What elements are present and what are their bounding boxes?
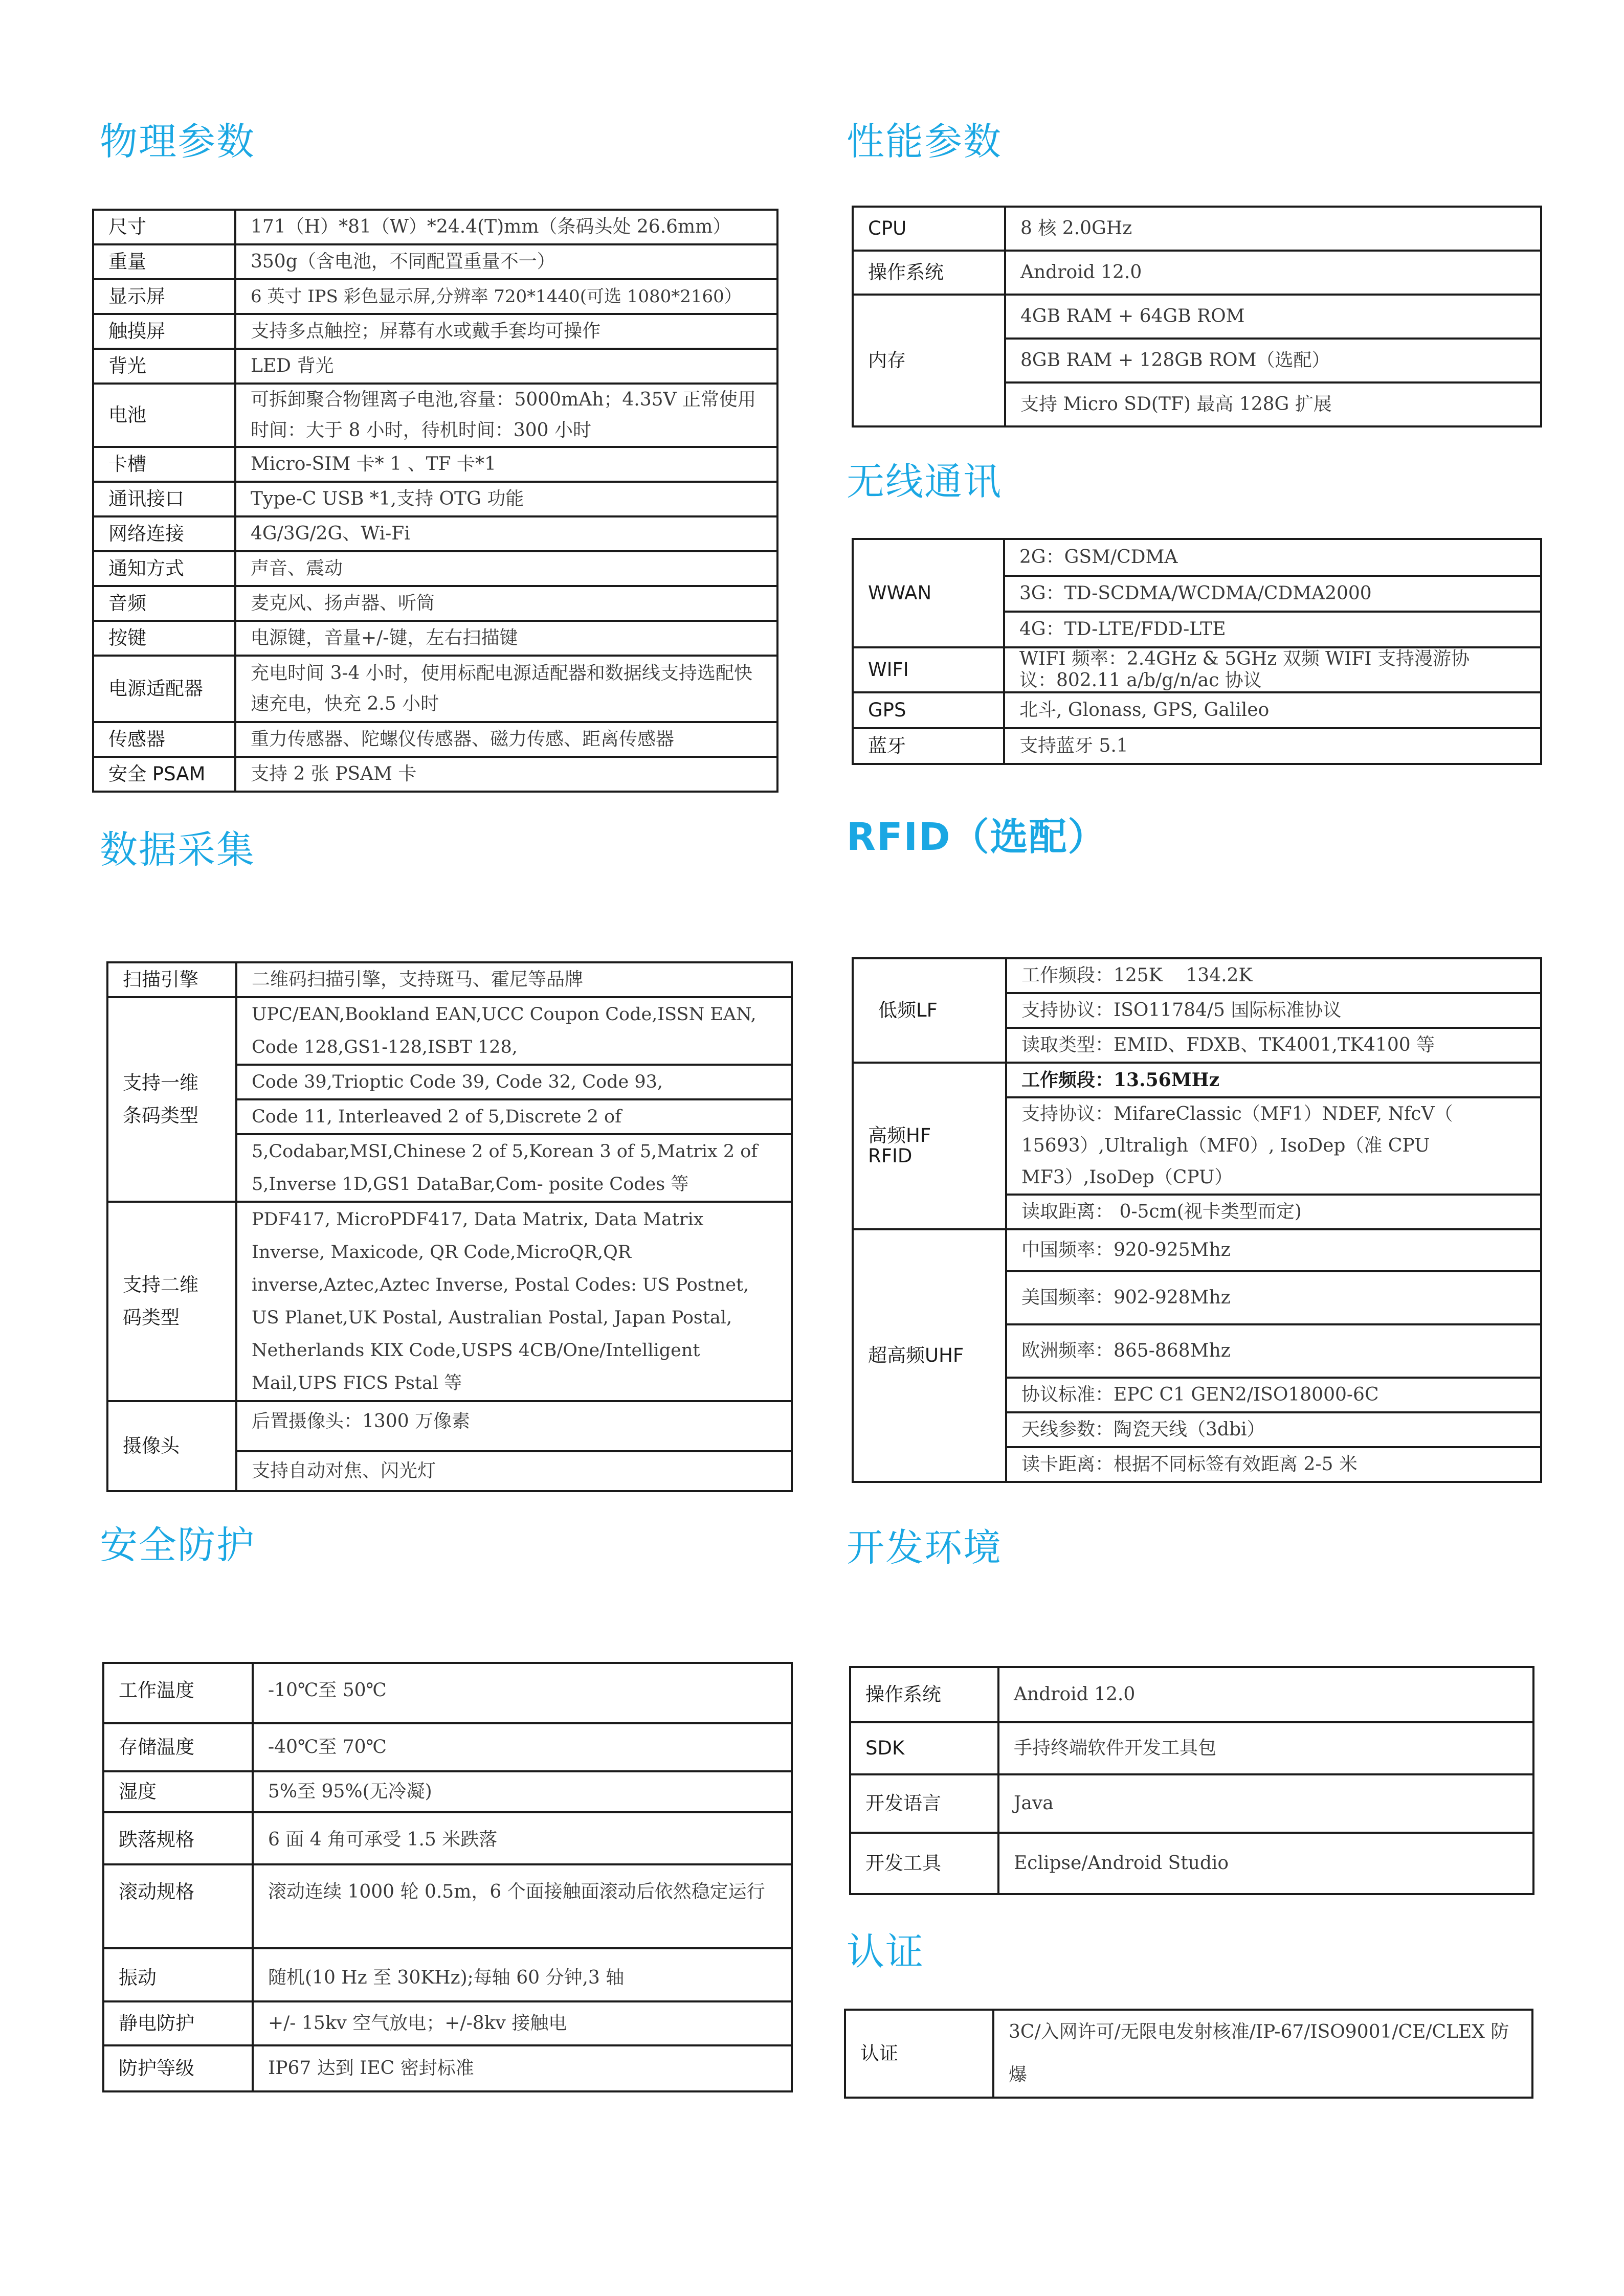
spec-value: 北斗, Glonass, GPS, Galileo — [1004, 692, 1541, 728]
spec-key: 按键 — [93, 621, 235, 656]
spec-value: 天线参数：陶瓷天线（3dbi） — [1006, 1412, 1541, 1447]
spec-key: 高频HF RFID — [853, 1063, 1006, 1229]
heading-devenv: 开发环境 — [847, 1526, 1002, 1570]
table-row — [103, 1723, 792, 1771]
table-row — [107, 1202, 792, 1401]
table-row — [93, 244, 777, 279]
spec-key: 低频LF — [853, 958, 1006, 1063]
spec-value: 读取距离： 0-5cm(视卡类型而定) — [1006, 1195, 1541, 1229]
spec-value: Code 11, Interleaved 2 of 5,Discrete 2 of — [236, 1099, 792, 1134]
spec-value: LED 背光 — [235, 349, 777, 384]
heading-security: 安全防护 — [100, 1523, 255, 1567]
table-row — [850, 1667, 1533, 1722]
spec-key: 静电防护 — [103, 2001, 253, 2045]
spec-key: 开发工具 — [850, 1833, 998, 1894]
table-row — [103, 1771, 792, 1812]
spec-key: 通知方式 — [93, 551, 235, 586]
table-row — [853, 692, 1541, 728]
table-row — [107, 1401, 792, 1451]
spec-value: Java — [998, 1774, 1533, 1833]
spec-key: WWAN — [853, 539, 1004, 647]
spec-key: 湿度 — [103, 1771, 253, 1812]
table-row — [853, 207, 1541, 251]
spec-value: 支持协议：MifareClassic（MF1）NDEF, NfcV（ 15693）,Ultraligh（MF0）, IsoDep（准 CPU MF3）,IsoDep（CPU） — [1006, 1097, 1541, 1195]
spec-key: WIFI — [853, 647, 1004, 692]
heading-cert: 认证 — [847, 1930, 924, 1974]
spec-key: 网络连接 — [93, 516, 235, 551]
spec-value: 支持 2 张 PSAM 卡 — [235, 757, 777, 792]
spec-key: 显示屏 — [93, 279, 235, 314]
table-row — [107, 962, 792, 997]
table-row — [850, 1722, 1533, 1774]
spec-key: 尺寸 — [93, 210, 235, 244]
spec-key: GPS — [853, 692, 1004, 728]
table-row — [93, 314, 777, 349]
spec-value: 电源键，音量+/-键，左右扫描键 — [235, 621, 777, 656]
spec-value: Type-C USB *1,支持 OTG 功能 — [235, 482, 777, 516]
table-row — [850, 1774, 1533, 1833]
table-row — [93, 621, 777, 656]
spec-value: 充电时间 3-4 小时，使用标配电源适配器和数据线支持选配快速充电，快充 2.5 小时 — [235, 656, 777, 722]
spec-key: 跌落规格 — [103, 1812, 253, 1864]
spec-value: 8 核 2.0GHz — [1005, 207, 1541, 251]
table-row — [853, 728, 1541, 764]
spec-value: -10℃至 50℃ — [253, 1663, 792, 1723]
spec-value: WIFI 频率：2.4GHz & 5GHz 双频 WIFI 支持漫游协议：802.11 a/b/g/n/ac 协议 — [1004, 647, 1541, 692]
spec-key: 内存 — [853, 295, 1005, 426]
table-row — [103, 2045, 792, 2091]
spec-value: PDF417, MicroPDF417, Data Matrix, Data Matrix Inverse, Maxicode, QR Code,MicroQR,QR inverse,Aztec,Aztec Inverse, Postal Codes: US Postnet, US Planet,UK Postal, Australian Postal, Japan Postal, Netherlands KIX Code,USPS 4CB/One/Intelligent Mail,UPS FICS Pstal 等 — [236, 1202, 792, 1401]
spec-value: 工作频段：13.56MHz — [1006, 1063, 1541, 1097]
devenv-table — [849, 1666, 1534, 1895]
spec-key: 电源适配器 — [93, 656, 235, 722]
table-row — [93, 722, 777, 757]
spec-value: Android 12.0 — [998, 1667, 1533, 1722]
spec-value: 协议标准：EPC C1 GEN2/ISO18000-6C — [1006, 1378, 1541, 1412]
spec-value: 后置摄像头：1300 万像素 — [236, 1401, 792, 1451]
table-row — [103, 1812, 792, 1864]
physical-table — [92, 209, 778, 793]
spec-value: 6 英寸 IPS 彩色显示屏,分辨率 720*1440(可选 1080*2160） — [235, 279, 777, 314]
table-row — [853, 539, 1541, 576]
spec-value: 声音、震动 — [235, 551, 777, 586]
spec-value: 支持多点触控；屏幕有水或戴手套均可操作 — [235, 314, 777, 349]
spec-key: 摄像头 — [107, 1401, 236, 1491]
spec-value: Micro-SIM 卡* 1 、TF 卡*1 — [235, 447, 777, 482]
spec-key: 操作系统 — [853, 251, 1005, 295]
spec-key: 超高频UHF — [853, 1229, 1006, 1482]
spec-key: 开发语言 — [850, 1774, 998, 1833]
spec-value: 美国频率：902-928Mhz — [1006, 1271, 1541, 1324]
spec-value: 171（H）*81（W）*24.4(T)mm（条码头处 26.6mm） — [235, 210, 777, 244]
spec-key: 防护等级 — [103, 2045, 253, 2091]
spec-value: 支持 Micro SD(TF) 最高 128G 扩展 — [1005, 382, 1541, 426]
spec-key: 支持一维条码类型 — [107, 997, 236, 1202]
table-row — [853, 251, 1541, 295]
spec-value: 工作频段：125K 134.2K — [1006, 958, 1541, 993]
table-row — [93, 210, 777, 244]
spec-value: 随机(10 Hz 至 30KHz);每轴 60 分钟,3 轴 — [253, 1948, 792, 2001]
cert-table — [844, 2009, 1533, 2099]
table-row — [853, 1063, 1541, 1097]
spec-key: 通讯接口 — [93, 482, 235, 516]
spec-key: 重量 — [93, 244, 235, 279]
heading-performance: 性能参数 — [847, 120, 1002, 164]
table-row — [853, 295, 1541, 339]
heading-rfid: RFID（选配） — [847, 815, 1107, 859]
spec-value: 二维码扫描引擎，支持斑马、霍尼等品牌 — [236, 962, 792, 997]
spec-value: 3G：TD-SCDMA/WCDMA/CDMA2000 — [1004, 576, 1541, 612]
spec-value: IP67 达到 IEC 密封标准 — [253, 2045, 792, 2091]
spec-value: 滚动连续 1000 轮 0.5m，6 个面接触面滚动后依然稳定运行 — [253, 1864, 792, 1948]
table-row — [853, 647, 1541, 692]
table-row — [103, 1663, 792, 1723]
spec-key: 认证 — [845, 2010, 993, 2098]
spec-value: 读取类型：EMID、FDXB、TK4001,TK4100 等 — [1006, 1028, 1541, 1063]
spec-key: 蓝牙 — [853, 728, 1004, 764]
wireless-table — [852, 538, 1542, 765]
spec-value: 麦克风、扬声器、听筒 — [235, 586, 777, 621]
table-row — [845, 2010, 1532, 2098]
capture-table — [106, 961, 793, 1492]
table-row — [93, 384, 777, 447]
security-table — [102, 1662, 793, 2092]
spec-key: 支持二维码类型 — [107, 1202, 236, 1401]
table-row — [853, 958, 1541, 993]
spec-key: 背光 — [93, 349, 235, 384]
spec-value: UPC/EAN,Bookland EAN,UCC Coupon Code,ISSN EAN, Code 128,GS1-128,ISBT 128, — [236, 997, 792, 1065]
spec-value: 350g（含电池，不同配置重量不一） — [235, 244, 777, 279]
spec-key: 传感器 — [93, 722, 235, 757]
spec-value: 4G/3G/2G、Wi-Fi — [235, 516, 777, 551]
spec-key: 操作系统 — [850, 1667, 998, 1722]
spec-key: 卡槽 — [93, 447, 235, 482]
spec-value: 可拆卸聚合物锂离子电池,容量：5000mAh；4.35V 正常使用时间：大于 8 小时，待机时间：300 小时 — [235, 384, 777, 447]
spec-value: 6 面 4 角可承受 1.5 米跌落 — [253, 1812, 792, 1864]
table-row — [93, 279, 777, 314]
spec-key: 扫描引擎 — [107, 962, 236, 997]
spec-value: +/- 15kv 空气放电；+/-8kv 接触电 — [253, 2001, 792, 2045]
table-row — [93, 656, 777, 722]
spec-key: 安全 PSAM — [93, 757, 235, 792]
spec-value: 4G：TD-LTE/FDD-LTE — [1004, 612, 1541, 647]
table-row — [107, 997, 792, 1065]
spec-value: 重力传感器、陀螺仪传感器、磁力传感、距离传感器 — [235, 722, 777, 757]
table-row — [93, 482, 777, 516]
spec-key: CPU — [853, 207, 1005, 251]
spec-value: Eclipse/Android Studio — [998, 1833, 1533, 1894]
spec-value: 手持终端软件开发工具包 — [998, 1722, 1533, 1774]
spec-value: 4GB RAM + 64GB ROM — [1005, 295, 1541, 339]
heading-wireless: 无线通讯 — [847, 460, 1002, 504]
spec-key: SDK — [850, 1722, 998, 1774]
spec-key: 工作温度 — [103, 1663, 253, 1723]
table-row — [103, 2001, 792, 2045]
table-row — [93, 349, 777, 384]
spec-key: 滚动规格 — [103, 1864, 253, 1948]
performance-table — [852, 206, 1542, 427]
table-row — [93, 447, 777, 482]
spec-value: 支持协议：ISO11784/5 国际标准协议 — [1006, 993, 1541, 1028]
spec-value: -40℃至 70℃ — [253, 1723, 792, 1771]
table-row — [93, 757, 777, 792]
table-row — [93, 516, 777, 551]
table-row — [93, 551, 777, 586]
spec-value: 读卡距离：根据不同标签有效距离 2-5 米 — [1006, 1447, 1541, 1482]
spec-value: Code 39,Trioptic Code 39, Code 32, Code 93, — [236, 1065, 792, 1099]
spec-key: 振动 — [103, 1948, 253, 2001]
heading-physical: 物理参数 — [100, 120, 255, 164]
spec-key: 音频 — [93, 586, 235, 621]
spec-value: Android 12.0 — [1005, 251, 1541, 295]
spec-value: 中国频率：920-925Mhz — [1006, 1229, 1541, 1271]
heading-capture: 数据采集 — [100, 828, 255, 872]
spec-value: 3C/入网许可/无限电发射核准/IP-67/ISO9001/CE/CLEX 防爆 — [993, 2010, 1532, 2098]
table-row — [103, 1864, 792, 1948]
spec-value: 支持自动对焦、闪光灯 — [236, 1451, 792, 1491]
table-row — [853, 1229, 1541, 1271]
table-row — [93, 586, 777, 621]
spec-key: 电池 — [93, 384, 235, 447]
spec-value: 5,Codabar,MSI,Chinese 2 of 5,Korean 3 of 5,Matrix 2 of 5,Inverse 1D,GS1 DataBar,Com- posite Codes 等 — [236, 1134, 792, 1202]
spec-key: 触摸屏 — [93, 314, 235, 349]
spec-value: 支持蓝牙 5.1 — [1004, 728, 1541, 764]
spec-value: 5%至 95%(无冷凝) — [253, 1771, 792, 1812]
spec-value: 2G：GSM/CDMA — [1004, 539, 1541, 576]
spec-value: 8GB RAM + 128GB ROM（选配） — [1005, 339, 1541, 382]
table-row — [850, 1833, 1533, 1894]
spec-value: 欧洲频率：865-868Mhz — [1006, 1324, 1541, 1378]
rfid-table — [852, 957, 1542, 1483]
table-row — [103, 1948, 792, 2001]
spec-key: 存储温度 — [103, 1723, 253, 1771]
